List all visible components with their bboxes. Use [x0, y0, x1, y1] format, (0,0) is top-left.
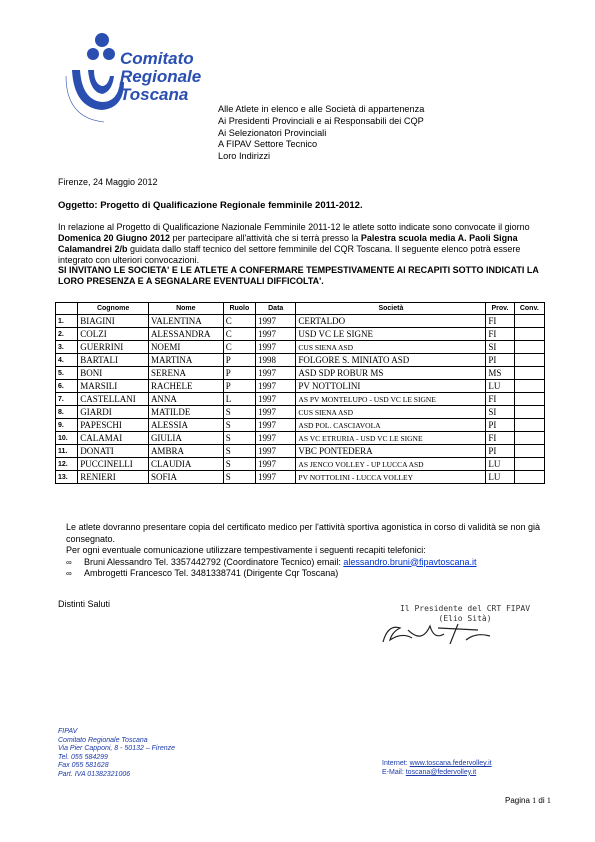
recipient-line: Loro Indirizzi	[218, 151, 271, 162]
table-cell: ASD SDP ROBUR MS	[296, 367, 486, 380]
table-cell: 1997	[256, 406, 296, 419]
table-cell: MARTINA	[148, 354, 223, 367]
table-cell: FI	[486, 328, 514, 341]
athletes-table	[55, 302, 545, 484]
footer-line: Via Pier Capponi, 8 - 50132 – Firenze	[58, 745, 175, 753]
table-cell	[514, 419, 544, 432]
table-cell: SERENA	[148, 367, 223, 380]
table-cell: 1998	[256, 354, 296, 367]
table-cell: ASD POL. CASCIAVOLA	[296, 419, 486, 432]
table-cell: SOFIA	[148, 471, 223, 484]
table-cell: 1997	[256, 367, 296, 380]
table-cell: 4.	[56, 354, 78, 367]
logo-line-1: Comitato	[120, 49, 194, 68]
column-header: Società	[296, 303, 486, 315]
email-link[interactable]: alessandro.bruni@fipavtoscana.it	[343, 556, 477, 567]
table-cell: VALENTINA	[148, 315, 223, 328]
table-cell: PI	[486, 445, 514, 458]
letter-subject: Oggetto: Progetto di Qualificazione Regionale femminile 2011-2012.	[58, 200, 363, 211]
page-label: Pagina	[505, 796, 530, 805]
website-link[interactable]: www.toscana.federvolley.it	[409, 760, 492, 767]
table-cell: BARTALI	[78, 354, 149, 367]
table-cell	[514, 471, 544, 484]
table-cell	[514, 432, 544, 445]
page-of: di	[538, 796, 545, 805]
table-cell: AMBRA	[148, 445, 223, 458]
table-cell: CALAMAI	[78, 432, 149, 445]
table-cell	[514, 367, 544, 380]
notes-block	[58, 522, 558, 580]
table-cell: S	[223, 406, 255, 419]
venue: Palestra scuola media A. Paoli Signa Calamandrei 2/b	[58, 233, 518, 254]
table-row	[56, 341, 545, 354]
contact-item	[58, 557, 558, 569]
event-date: Domenica 20 Giugno 2012	[58, 233, 171, 243]
column-header: Data	[256, 303, 296, 315]
table-body	[56, 315, 545, 484]
table-cell	[514, 458, 544, 471]
table-row	[56, 419, 545, 432]
table-cell: LU	[486, 471, 514, 484]
logo-line-2: Regionale	[120, 67, 202, 86]
table-row	[56, 367, 545, 380]
column-header: Ruolo	[223, 303, 255, 315]
table-cell: 9.	[56, 419, 78, 432]
table-cell: RACHELE	[148, 380, 223, 393]
table-cell: 1997	[256, 393, 296, 406]
recipient-line: A FIPAV Settore Tecnico	[218, 139, 318, 150]
table-cell: FI	[486, 393, 514, 406]
table-cell: CLAUDIA	[148, 458, 223, 471]
table-cell: CASTELLANI	[78, 393, 149, 406]
internet-label: Internet:	[382, 760, 410, 767]
table-cell: 1997	[256, 419, 296, 432]
table-row	[56, 458, 545, 471]
table-cell: VBC PONTEDERA	[296, 445, 486, 458]
table-row	[56, 315, 545, 328]
table-cell: 1997	[256, 471, 296, 484]
table-row	[56, 432, 545, 445]
table-cell: 1997	[256, 315, 296, 328]
recipients-block	[218, 104, 424, 163]
table-cell: 1997	[256, 458, 296, 471]
fipav-logo	[58, 30, 218, 128]
footer-line: Tel. 055 584299	[58, 753, 108, 761]
table-cell: PV NOTTOLINI - LUCCA VOLLEY	[296, 471, 486, 484]
table-cell: AS VC ETRURIA - USD VC LE SIGNE	[296, 432, 486, 445]
table-cell: PAPESCHI	[78, 419, 149, 432]
table-cell: P	[223, 380, 255, 393]
table-cell: SI	[486, 406, 514, 419]
table-cell: SI	[486, 341, 514, 354]
table-cell: S	[223, 419, 255, 432]
contact-note: Per ogni eventuale comunicazione utilizzare tempestivamente i seguenti recapiti telefonici:	[66, 545, 426, 555]
footer-email-link[interactable]: toscana@federvolley.it	[405, 768, 477, 776]
table-cell: 10.	[56, 432, 78, 445]
table-cell: S	[223, 471, 255, 484]
column-header	[56, 303, 78, 315]
table-cell: C	[223, 341, 255, 354]
table-cell: DONATI	[78, 445, 149, 458]
table-cell: ALESSANDRA	[148, 328, 223, 341]
column-header: Conv.	[514, 303, 544, 315]
table-cell	[514, 393, 544, 406]
table-row	[56, 393, 545, 406]
table-cell: 3.	[56, 341, 78, 354]
table-cell: RENIERI	[78, 471, 149, 484]
footer-line: Fax 055 581628	[58, 762, 109, 770]
table-cell: 1997	[256, 432, 296, 445]
table-header-row	[56, 303, 545, 315]
table-cell: 7.	[56, 393, 78, 406]
table-cell: USD VC LE SIGNE	[296, 328, 486, 341]
bullet-icon: ∞	[66, 569, 72, 578]
table-cell: L	[223, 393, 255, 406]
table-cell: PV NOTTOLINI	[296, 380, 486, 393]
page-current: 1	[532, 796, 537, 805]
table-cell: PI	[486, 354, 514, 367]
table-cell	[514, 328, 544, 341]
table-cell: CUS SIENA ASD	[296, 341, 486, 354]
table-cell: 1.	[56, 315, 78, 328]
table-row	[56, 354, 545, 367]
contact-text: Bruni Alessandro Tel. 3357442792 (Coordinatore Tecnico) email:	[84, 556, 344, 567]
table-cell: GIARDI	[78, 406, 149, 419]
closing: Distinti Saluti	[58, 599, 111, 609]
table-cell: C	[223, 315, 255, 328]
confirmation-notice: SI INVITANO LE SOCIETA' E LE ATLETE A CONFERMARE TEMPESTIVAMENTE AI RECAPITI SOTTO INDICATI LA LORO PRESENZA E A SEGNALARE EVENTUALI DIFFICOLTA'.	[58, 265, 539, 286]
table-cell: S	[223, 458, 255, 471]
table-cell: BONI	[78, 367, 149, 380]
table-cell: P	[223, 354, 255, 367]
table-cell: PUCCINELLI	[78, 458, 149, 471]
table-cell: NOEMI	[148, 341, 223, 354]
table-cell: AS PV MONTELUPO - USD VC LE SIGNE	[296, 393, 486, 406]
handwritten-signature-icon	[378, 618, 498, 648]
page-total: 1	[546, 796, 551, 805]
table-cell: CERTALDO	[296, 315, 486, 328]
page-number	[505, 796, 551, 805]
table-cell: ALESSIA	[148, 419, 223, 432]
footer-line: Comitato Regionale Toscana	[58, 736, 148, 744]
table-cell	[514, 354, 544, 367]
table-cell	[514, 445, 544, 458]
footer-address	[58, 728, 175, 780]
column-header: Prov.	[486, 303, 514, 315]
table-cell: 13.	[56, 471, 78, 484]
medical-note: Le atlete dovranno presentare copia del certificato medico per l'attività sportiva agonistica in corso di validità se non già consegnato.	[66, 522, 540, 544]
table-cell: CUS SIENA ASD	[296, 406, 486, 419]
table-cell: 11.	[56, 445, 78, 458]
table-cell: GUERRINI	[78, 341, 149, 354]
table-cell: COLZI	[78, 328, 149, 341]
table-cell	[514, 341, 544, 354]
contact-text: Ambrogetti Francesco Tel. 3481338741 (Dirigente Cqr Toscana)	[84, 568, 339, 578]
table-row	[56, 328, 545, 341]
table-cell: FI	[486, 432, 514, 445]
footer-line: FIPAV	[58, 728, 78, 735]
recipient-line: Ai Selezionatori Provinciali	[218, 127, 327, 138]
table-row	[56, 445, 545, 458]
signature-name: (Elio Sità)	[438, 614, 492, 623]
table-cell	[514, 315, 544, 328]
volleyball-logo-icon	[58, 30, 128, 128]
table-cell: LU	[486, 380, 514, 393]
table-cell: ANNA	[148, 393, 223, 406]
table-cell: BIAGINI	[78, 315, 149, 328]
table-cell: PI	[486, 419, 514, 432]
footer-contacts	[382, 760, 492, 777]
column-header: Cognome	[78, 303, 149, 315]
bullet-icon: ∞	[66, 557, 72, 567]
table-cell: P	[223, 367, 255, 380]
body-paragraph	[58, 222, 553, 266]
table-row	[56, 380, 545, 393]
table-cell: MATILDE	[148, 406, 223, 419]
body-text: guidata dallo staff tecnico del settore femminile del CQR Toscana. Il seguente elenco potrà essere integrato con ulteriori convocazioni.	[58, 244, 521, 265]
logo-line-3: Toscana	[120, 85, 189, 104]
signature-title: Il Presidente del CRT FIPAV	[400, 604, 531, 613]
email-label: E-Mail:	[382, 768, 406, 776]
table-cell: FOLGORE S. MINIATO ASD	[296, 354, 486, 367]
table-cell: FI	[486, 315, 514, 328]
body-text: per partecipare all'attività che si terrà presso la	[170, 233, 361, 243]
table-cell: 1997	[256, 380, 296, 393]
table-cell: 8.	[56, 406, 78, 419]
letter-date: Firenze, 24 Maggio 2012	[58, 177, 158, 187]
table-cell: MS	[486, 367, 514, 380]
column-header: Nome	[148, 303, 223, 315]
table-cell: MARSILI	[78, 380, 149, 393]
table-cell: LU	[486, 458, 514, 471]
table-cell: 1997	[256, 445, 296, 458]
table-cell: 5.	[56, 367, 78, 380]
table-cell: 1997	[256, 341, 296, 354]
table-cell	[514, 380, 544, 393]
table-row	[56, 406, 545, 419]
table-cell: S	[223, 432, 255, 445]
table-cell: GIULIA	[148, 432, 223, 445]
table-cell: S	[223, 445, 255, 458]
footer-line: Part. IVA 01382321006	[58, 770, 131, 778]
table-cell: 12.	[56, 458, 78, 471]
recipient-line: Ai Presidenti Provinciali e ai Responsabili dei CQP	[218, 115, 424, 126]
contact-item	[58, 568, 558, 580]
table-cell: C	[223, 328, 255, 341]
table-cell	[514, 406, 544, 419]
table-row	[56, 471, 545, 484]
table-cell: 6.	[56, 380, 78, 393]
recipient-line: Alle Atlete in elenco e alle Società di appartenenza	[218, 104, 425, 114]
table-cell: 2.	[56, 328, 78, 341]
body-text: In relazione al Progetto di Qualificazione Nazionale Femminile 2011-12 le atlete sotto indicate sono convocate il giorno	[58, 222, 530, 232]
table-cell: 1997	[256, 328, 296, 341]
table-cell: AS JENCO VOLLEY - UP LUCCA ASD	[296, 458, 486, 471]
